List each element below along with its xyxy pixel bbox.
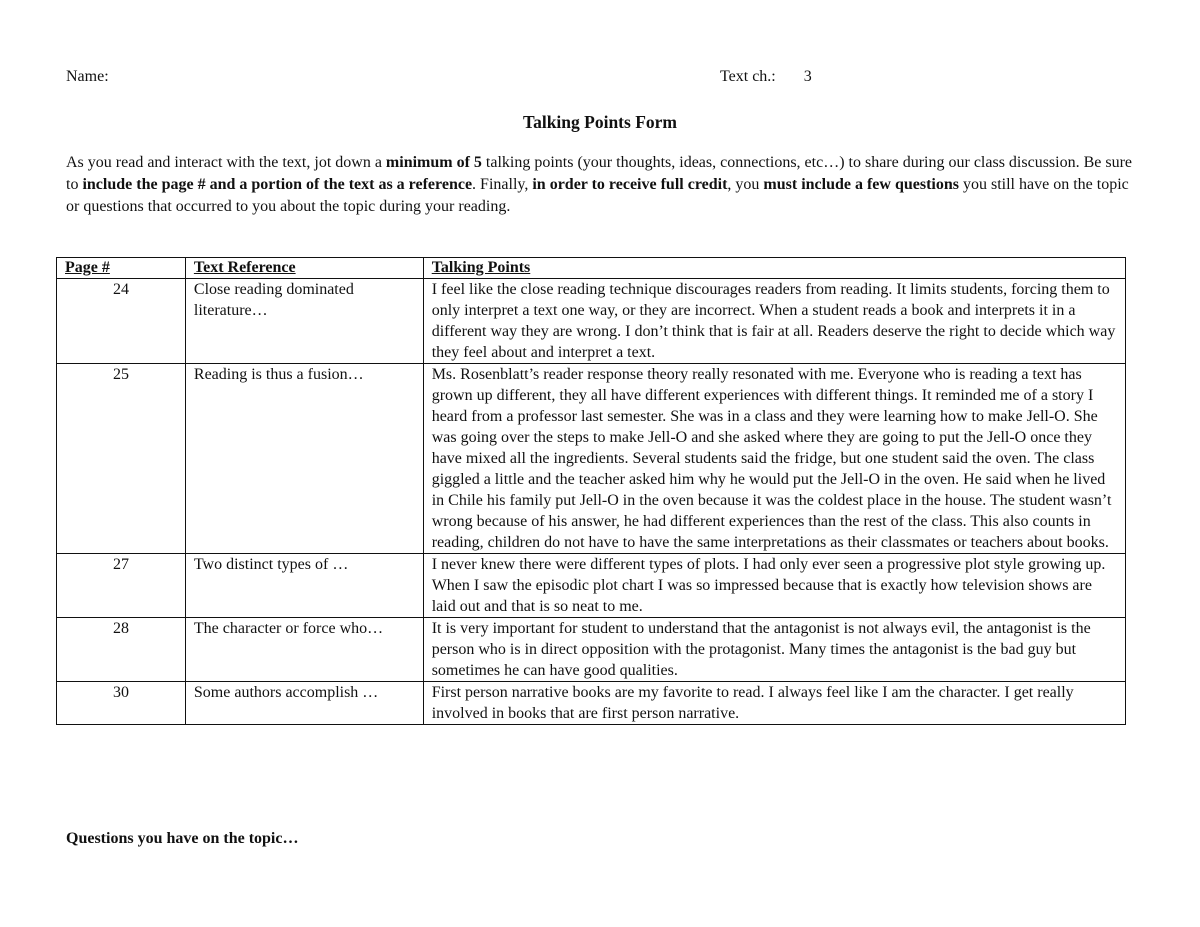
instructions-text-2: talking points (your thoughts, ideas, connections, etc…) to share during our class discussion. Be sure to — [66, 154, 1133, 193]
header-page: Page # — [57, 258, 186, 279]
row-page: 28 — [57, 618, 186, 682]
instructions-bold-3: in order to receive full credit — [532, 176, 728, 193]
instructions-bold-1: minimum of 5 — [385, 154, 482, 171]
row-talking-point: I feel like the close reading technique discourages readers from reading. It limits students, forcing them to only interpret a text one way, or they are incorrect. When a student reads a book and interprets it in a different way they are wrong. I don’t think that is fair at all. Readers deserve the right to decide which way they feel about and interpret a text. — [423, 279, 1125, 364]
text-chapter — [720, 66, 812, 88]
table-header-row — [57, 258, 1126, 279]
table-row — [57, 279, 1126, 364]
instructions-text-1: As you read and interact with the text, jot down a — [66, 154, 386, 171]
name-label: Name: — [66, 68, 109, 85]
row-reference: Reading is thus a fusion… — [185, 364, 423, 554]
instructions-text-5: you still have on the topic or questions that occurred to you about the topic during your reading. — [66, 176, 1129, 215]
instructions-paragraph — [66, 152, 1141, 218]
table-row — [57, 554, 1126, 618]
row-reference: Two distinct types of … — [185, 554, 423, 618]
header-text-reference: Text Reference — [185, 258, 423, 279]
row-talking-point: It is very important for student to understand that the antagonist is not always evil, the antagonist is the person who is in direct opposition with the protagonist. Many times the antagonist is the bad guy but sometimes he can have good qualities. — [423, 618, 1125, 682]
row-page: 24 — [57, 279, 186, 364]
table-row — [57, 618, 1126, 682]
text-chapter-label: Text ch.: — [720, 68, 776, 85]
row-reference: Close reading dominated literature… — [185, 279, 423, 364]
row-reference: Some authors accomplish … — [185, 682, 423, 725]
table-row — [57, 682, 1126, 725]
page-title: Talking Points Form — [523, 112, 677, 132]
instructions-text-3: . Finally, — [472, 176, 533, 193]
table-row — [57, 364, 1126, 554]
questions-label: Questions you have on the topic… — [66, 830, 299, 847]
text-chapter-value: 3 — [803, 68, 812, 85]
header-talking-points: Talking Points — [423, 258, 1125, 279]
row-talking-point: First person narrative books are my favorite to read. I always feel like I am the character. I get really involved in books that are first person narrative. — [423, 682, 1125, 725]
instructions-bold-4: must include a few questions — [763, 176, 959, 193]
row-talking-point: I never knew there were different types of plots. I had only ever seen a progressive plot style growing up. When I saw the episodic plot chart I was so impressed because that is exactly how television shows are laid out and that is so neat to me. — [423, 554, 1125, 618]
row-page: 30 — [57, 682, 186, 725]
instructions-text-4: , you — [727, 176, 764, 193]
instructions-bold-2: include the page # and a portion of the text as a reference — [82, 176, 473, 193]
row-reference: The character or force who… — [185, 618, 423, 682]
row-talking-point: Ms. Rosenblatt’s reader response theory really resonated with me. Everyone who is reading a text has grown up different, they all have different experiences with different things. It reminded me of a story I heard from a professor last semester. She was in a class and they were learning how to make Jell-O. She was going over the steps to make Jell-O and she asked where they are going to put the Jell-O once they have mixed all the ingredients. Several students said the fridge, but one student said the oven. The class giggled a little and the teacher asked him why he would put the Jell-O in the oven. He said when he lived in Chile his family put Jell-O in the oven because it was the coldest place in the house. The student wasn’t wrong because of his answer, he had different experiences than the rest of the class. This also counts in reading, children do not have to have the same interpretations as their classmates or teachers about books. — [423, 364, 1125, 554]
talking-points-table — [56, 257, 1126, 725]
row-page: 27 — [57, 554, 186, 618]
row-page: 25 — [57, 364, 186, 554]
